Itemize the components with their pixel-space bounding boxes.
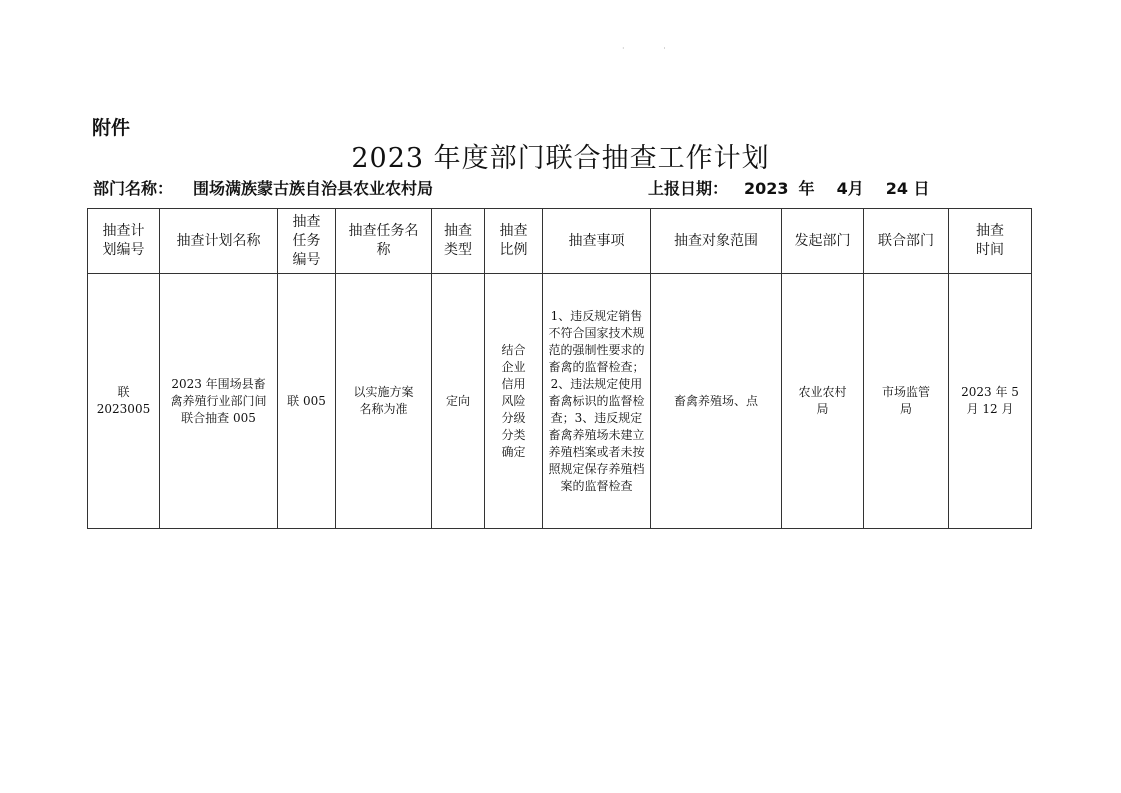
report-year: 2023 (744, 179, 789, 198)
document-title: 2023 年度部门联合抽查工作计划 (351, 143, 770, 174)
inspection-plan-table (87, 208, 1032, 529)
cell-plan-no: 联 2023005 (88, 274, 160, 529)
cell-initiator: 农业农村局 (782, 274, 864, 529)
department-label: 部门名称： (93, 179, 174, 198)
cell-items: 1、违反规定销售不符合国家技术规范的强制性要求的畜禽的监督检查；2、违法规定使用畜禽标识的监督检查；3、违反规定畜禽养殖场未建立养殖档案或者未按照规定保存养殖档案的监督检查 (543, 274, 651, 529)
header-ratio: 抽查比例 (485, 209, 543, 274)
cell-task-name: 以实施方案名称为准 (336, 274, 432, 529)
cell-type: 定向 (432, 274, 485, 529)
department-value: 围场满族蒙古族自治县农业农村局 (193, 179, 434, 198)
cell-joint: 市场监管局 (864, 274, 949, 529)
cell-plan-name: 2023 年围场县畜禽养殖行业部门间联合抽查 005 (160, 274, 278, 529)
header-items: 抽查事项 (543, 209, 651, 274)
header-plan-name: 抽查计划名称 (160, 209, 278, 274)
cell-time: 2023 年 5 月 12 月 (949, 274, 1032, 529)
header-type: 抽查类型 (432, 209, 485, 274)
header-scope: 抽查对象范围 (651, 209, 782, 274)
header-time: 抽查时间 (949, 209, 1032, 274)
table-row (88, 274, 1032, 529)
report-date (648, 176, 930, 199)
scan-marks: · · (622, 44, 684, 53)
cell-task-no: 联 005 (278, 274, 336, 529)
report-year-unit: 年 (798, 179, 815, 198)
header-task-name: 抽查任务名称 (336, 209, 432, 274)
report-day: 24 日 (885, 179, 930, 198)
attachment-label: 附件 (92, 117, 131, 139)
header-task-no: 抽查任务编号 (278, 209, 336, 274)
report-date-label: 上报日期： (648, 179, 729, 198)
table-header-row (88, 209, 1032, 274)
cell-ratio: 结合企业信用风险分级分类确定 (485, 274, 543, 529)
header-plan-no: 抽查计划编号 (88, 209, 160, 274)
department-info (93, 176, 433, 199)
cell-scope: 畜禽养殖场、点 (651, 274, 782, 529)
header-joint: 联合部门 (864, 209, 949, 274)
header-initiator: 发起部门 (782, 209, 864, 274)
report-month: 4月 (836, 179, 864, 198)
